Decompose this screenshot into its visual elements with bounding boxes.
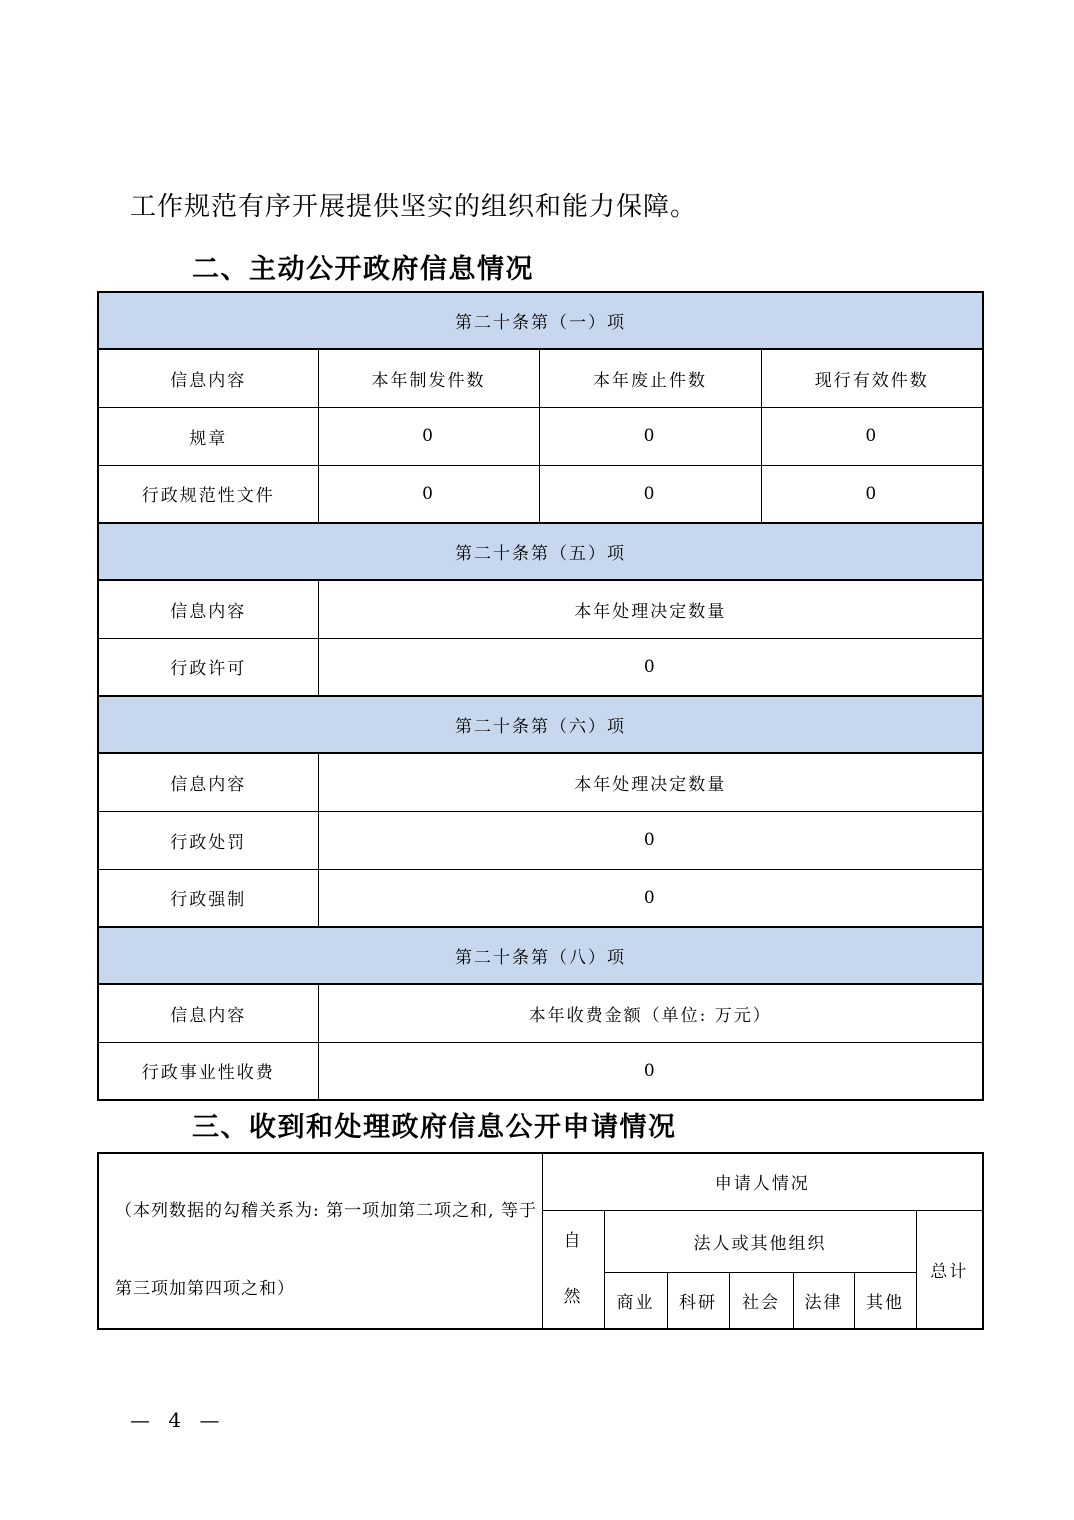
table-header-row [98, 753, 983, 811]
cell-value: 0 [761, 465, 983, 523]
legal-org-col: 社会 [729, 1272, 793, 1329]
table-header-row [98, 984, 983, 1042]
col-header: 本年处理决定数量 [318, 580, 983, 638]
table-row [98, 811, 983, 869]
band-title: 第二十条第（八）项 [98, 927, 983, 984]
requests-table [97, 1152, 984, 1330]
table-row [98, 638, 983, 696]
applicant-header: 申请人情况 [542, 1153, 983, 1210]
active-disclosure-table [97, 291, 984, 1101]
section-heading-active-disclosure: 二、主动公开政府信息情况 [192, 254, 534, 285]
col-header: 信息内容 [98, 580, 318, 638]
col-header: 信息内容 [98, 984, 318, 1042]
cell-value: 0 [761, 407, 983, 465]
row-label: 行政规范性文件 [98, 465, 318, 523]
col-header: 本年处理决定数量 [318, 753, 983, 811]
note-line-1: （本列数据的勾稽关系为: 第一项加第二项之和, 等于 [115, 1201, 537, 1221]
natural-person-char-1: 自 [563, 1230, 583, 1251]
row-label: 规章 [98, 407, 318, 465]
col-header: 信息内容 [98, 349, 318, 407]
legal-org-col: 其他 [854, 1272, 916, 1329]
cell-value: 0 [318, 407, 539, 465]
note-line-2: 第三项加第四项之和） [115, 1279, 295, 1299]
cell-value: 0 [318, 638, 983, 696]
col-header: 现行有效件数 [761, 349, 983, 407]
band-title: 第二十条第（一）项 [98, 292, 983, 349]
reconciliation-note-cell [98, 1153, 542, 1329]
natural-person-char-2: 然 [563, 1286, 583, 1307]
total-header: 总计 [916, 1210, 983, 1329]
table-row [98, 407, 983, 465]
cell-value: 0 [318, 811, 983, 869]
intro-paragraph: 工作规范有序开展提供坚实的组织和能力保障。 [130, 192, 698, 222]
cell-value: 0 [539, 465, 761, 523]
page-number: — 4 — [130, 1408, 226, 1432]
cell-value: 0 [539, 407, 761, 465]
row-label: 行政处罚 [98, 811, 318, 869]
table-band-row [98, 292, 983, 349]
table-row [98, 1042, 983, 1100]
legal-org-col: 商业 [604, 1272, 667, 1329]
legal-org-col: 科研 [667, 1272, 729, 1329]
col-header: 本年制发件数 [318, 349, 539, 407]
band-title: 第二十条第（五）项 [98, 523, 983, 580]
col-header: 本年收费金额（单位: 万元） [318, 984, 983, 1042]
section-heading-requests: 三、收到和处理政府信息公开申请情况 [192, 1112, 677, 1143]
table-header-row [98, 580, 983, 638]
row-label: 行政许可 [98, 638, 318, 696]
cell-value: 0 [318, 465, 539, 523]
row-label: 行政强制 [98, 869, 318, 927]
cell-value: 0 [318, 869, 983, 927]
row-label: 行政事业性收费 [98, 1042, 318, 1100]
table-band-row [98, 696, 983, 753]
col-header: 本年废止件数 [539, 349, 761, 407]
table-band-row [98, 927, 983, 984]
band-title: 第二十条第（六）项 [98, 696, 983, 753]
table-band-row [98, 523, 983, 580]
table-header-row [98, 349, 983, 407]
natural-person-cell [542, 1210, 604, 1329]
col-header: 信息内容 [98, 753, 318, 811]
legal-org-col: 法律 [793, 1272, 854, 1329]
cell-value: 0 [318, 1042, 983, 1100]
legal-org-header: 法人或其他组织 [604, 1210, 916, 1272]
table-row [98, 1153, 983, 1210]
table-row [98, 869, 983, 927]
table-row [98, 465, 983, 523]
